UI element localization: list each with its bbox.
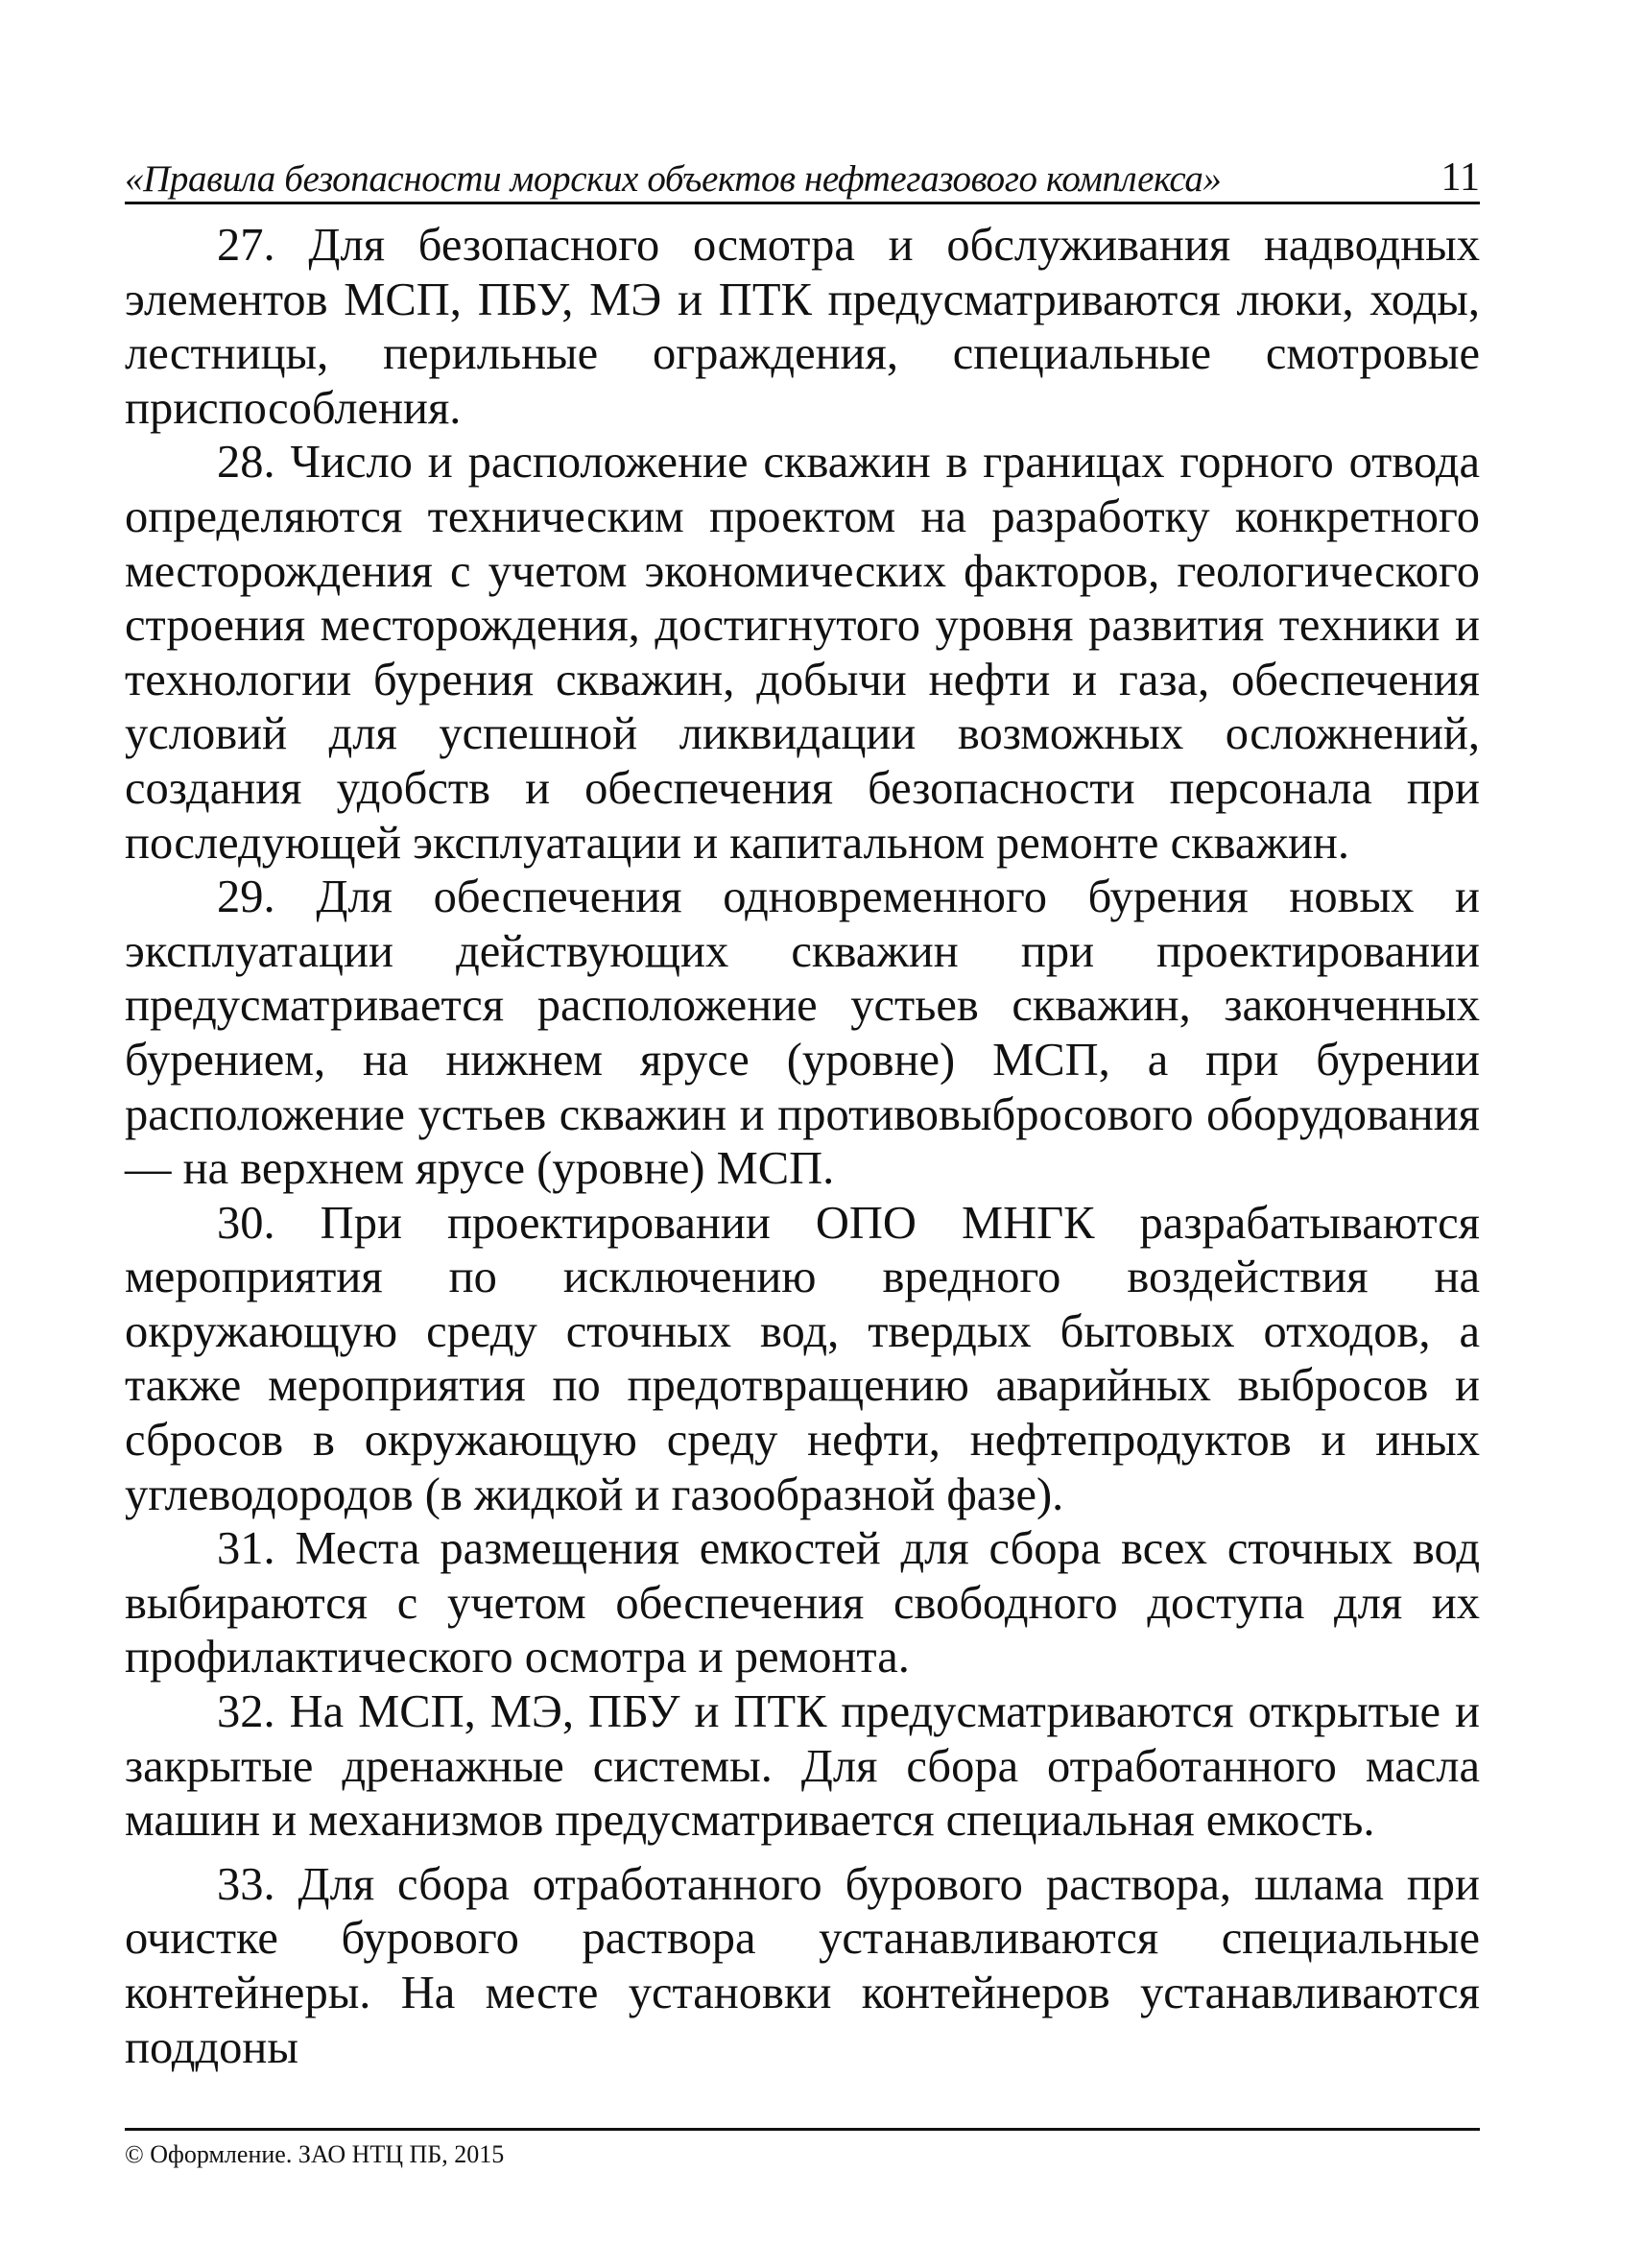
paragraph-33: 33. Для сбора отработанного бурового раствора, шлама при очистке бурового раствора устанавливаются специальные контейнеры. На месте установки контейнеров устанавливаются поддоны <box>125 1858 1480 2073</box>
footer-divider <box>125 2128 1480 2131</box>
running-header <box>125 144 1480 198</box>
paragraph-30: 30. При проектировании ОПО МНГК разрабатываются мероприятия по исключению вредного воздействия на окружающую среду сточных вод, твердых бытовых отходов, а также мероприятия по предотвращению аварийных выбросов и сбросов в окружающую среду нефти, нефтепродуктов и иных углеводородов (в жидкой и газообразной фазе). <box>125 1197 1480 1520</box>
footer-copyright: © Оформление. ЗАО НТЦ ПБ, 2015 <box>125 2140 505 2168</box>
header-title: «Правила безопасности морских объектов нефтегазового комплекса» <box>125 158 1222 200</box>
paragraph-31: 31. Места размещения емкостей для сбора всех сточных вод выбираются с учетом обеспечения свободного доступа для их профилактического осмотра и ремонта. <box>125 1523 1480 1683</box>
page-number: 11 <box>1441 155 1480 200</box>
body-text <box>125 219 1480 2075</box>
header-divider <box>125 202 1480 204</box>
paragraph-32: 32. На МСП, МЭ, ПБУ и ПТК предусматриваются открытые и закрытые дренажные системы. Для сбора отработанного масла машин и механизмов предусматривается специальная емкость. <box>125 1686 1480 1847</box>
paragraph-28: 28. Число и расположение скважин в границах горного отвода определяются техническим проектом на разработку конкретного месторождения с учетом экономических факторов, геологического строения месторождения, достигнутого уровня развития техники и технологии бурения скважин, добычи нефти и газа, обеспечения условий для успешной ликвидации возможных осложнений, создания удобств и обеспечения безопасности персонала при последующей эксплуатации и капитальном ремонте скважин. <box>125 437 1480 869</box>
paragraph-29: 29. Для обеспечения одновременного бурения новых и эксплуатации действующих скважин при проектировании предусматривается расположение устьев скважин, законченных бурением, на нижнем ярусе (уровне) МСП, а при бурении расположение устьев скважин и противовыбросового оборудования — на верхнем ярусе (уровне) МСП. <box>125 871 1480 1195</box>
paragraph-27: 27. Для безопасного осмотра и обслуживания надводных элементов МСП, ПБУ, МЭ и ПТК предусматриваются люки, ходы, лестницы, перильные ограждения, специальные смотровые приспособления. <box>125 220 1480 434</box>
